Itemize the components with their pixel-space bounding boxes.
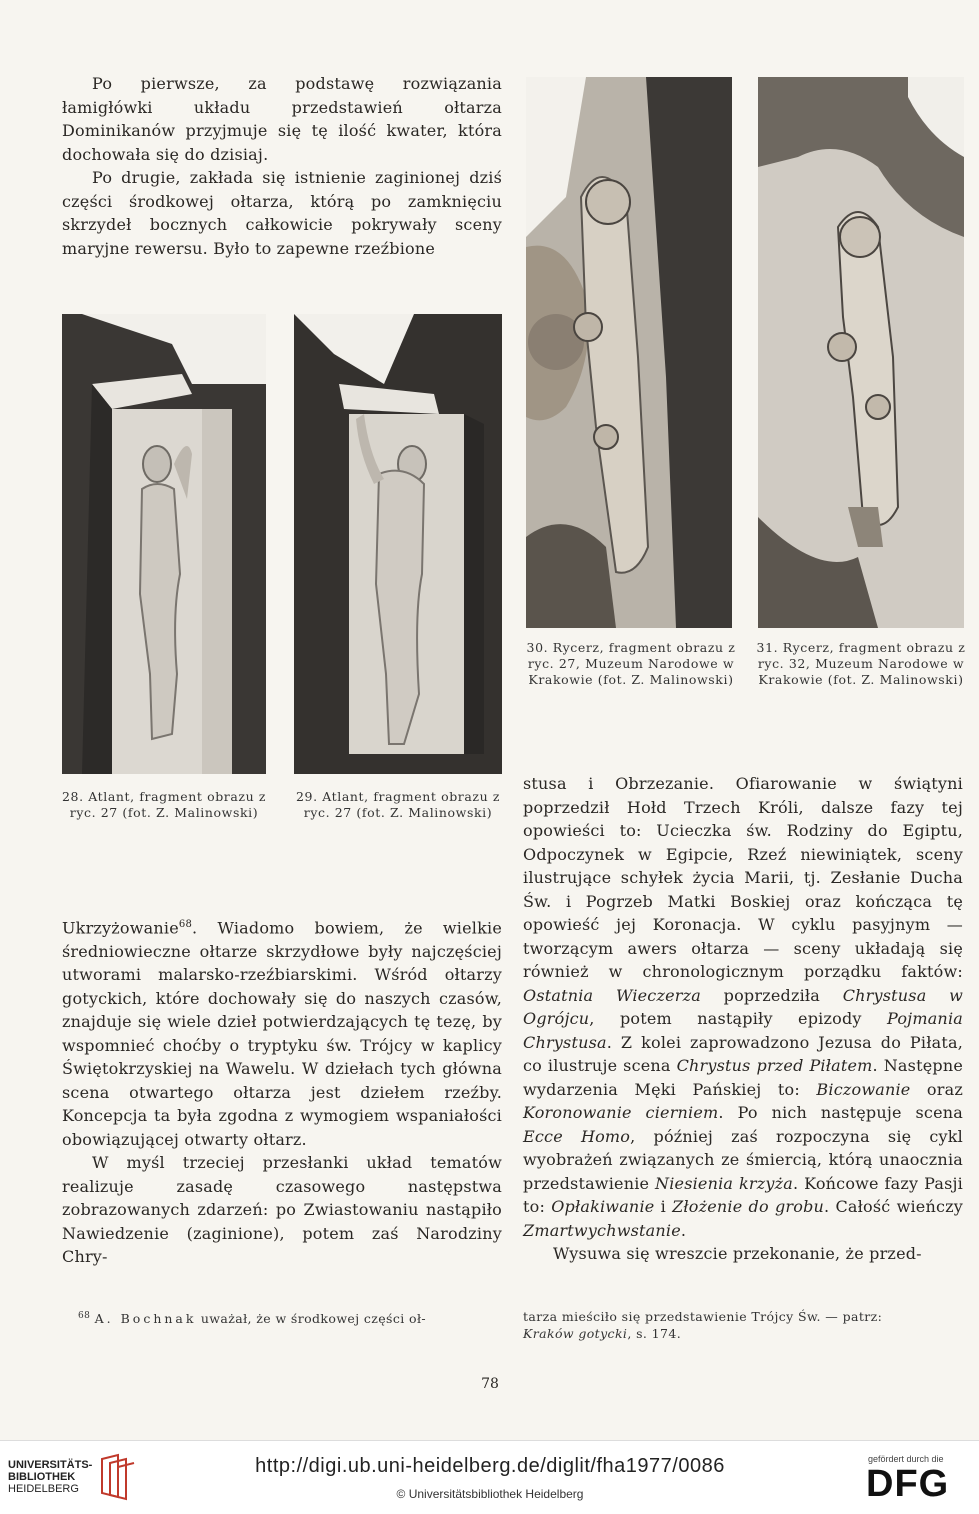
paragraph: Po drugie, zakłada się istnienie zaginionej dziś części środkowej ołtarza, którą po zamknięciu skrzydeł bocznych całkowicie pokrywały sceny maryjne rewersu. Było to zapewne rzeźbione	[62, 168, 502, 258]
source-url-link[interactable]: http://digi.ub.uni-heidelberg.de/diglit/fha1977/0086	[255, 1455, 725, 1477]
figure-28-caption: 28. Atlant, fragment obrazu z ryc. 27 (fot. Z. Malinowski)	[61, 789, 267, 820]
knight-painting-image	[526, 77, 732, 628]
bottom-left-text	[62, 913, 502, 1269]
page-number: 78	[481, 1376, 499, 1392]
atlas-sculpture-image	[62, 314, 266, 774]
atlas-sculpture-image	[294, 314, 502, 774]
paragraph: stusa i Obrzezanie. Ofiarowanie w świątyni poprzedził Hołd Trzech Króli, dalsze fazy tej opowieści to: Ucieczka św. Rodziny do Egiptu, Odpoczynek w Egipcie, Rzeź niewiniątek, sceny ilustrujące schyłek życia Marii, tj. Zesłanie Ducha Św. i Pogrzeb Matki Boskiej oraz kończąca tę opowieść jej Koronacja. W cyklu pasyjnym — tworzącym awers ołtarza — sceny układają się również w chronologicznym porządku faktów: Ostatnia Wieczerza poprzedziła Chrystusa w Ogrójcu, potem nastąpiły epizody Pojmania Chrystusa. Z kolei zaprowadzono Jezusa do Piłata, co ilustruje scena Chrystus przed Piłatem. Następne wydarzenia Męki Pańskiej to: Biczowanie oraz Koronowanie cierniem. Po nich następuje scena Ecce Homo, później zaś rozpoczyna się cykl wyobrażeń związanych ze śmiercią, którą unaocznia przedstawienie Niesienia krzyża. Końcowe fazy Pasji to: Opłakiwanie i Złożenie do grobu. Całość wieńczy Zmartwychwstanie.	[523, 774, 964, 1240]
figure-28-photo	[62, 314, 266, 774]
figure-31-caption: 31. Rycerz, fragment obrazu z ryc. 32, Muzeum Narodowe w Krakowie (fot. Z. Malinowski)	[756, 640, 966, 687]
top-left-text	[62, 72, 502, 260]
library-logo-icon	[98, 1453, 136, 1501]
paragraph: W myśl trzeciej przesłanki układ tematów realizuje zasadę czasowego następstwa zobrazowanych zdarzeń: po Zwiastowaniu nastąpiło Nawiedzenie (zaginione), potem zaś Narodziny Chry-	[62, 1153, 502, 1267]
paragraph: Ukrzyżowanie$^{68}$. Wiadomo bowiem, że wielkie średniowieczne ołtarze skrzydłowe były najczęściej utworami malarsko-rzeźbiarskimi. Wśród ołtarzy gotyckich, które dochowały się do naszych czasów, znajduje się wiele dzieł potwierdzających tę tezę, by wspomnieć choćby o tryptyku św. Trójcy w kaplicy Świętokrzyskiej na Wawelu. W dziełach tych główna scena otwartego ołtarza jest dziełem rzeźby. Koncepcja ta była zgodna z wymogiem wspaniałości obowiązującej otwarty ołtarz.	[62, 918, 502, 1149]
figure-30-caption: 30. Rycerz, fragment obrazu z ryc. 27, Muzeum Narodowe w Krakowie (fot. Z. Malinowski)	[526, 640, 736, 687]
dfg-logo: DFG	[866, 1463, 950, 1505]
figure-29-caption: 29. Atlant, fragment obrazu z ryc. 27 (fot. Z. Malinowski)	[295, 789, 501, 820]
figure-31-photo	[758, 77, 964, 628]
figure-29-photo	[294, 314, 502, 774]
footnote-right: tarza mieściło się przedstawienie Trójcy Św. — patrz: Kraków gotycki, s. 174.	[523, 1309, 883, 1341]
footer-bar	[0, 1440, 979, 1514]
copyright-notice: © Universitätsbibliothek Heidelberg	[396, 1487, 584, 1501]
knight-painting-image	[758, 77, 964, 628]
paragraph: Po pierwsze, za podstawę rozwiązania łamigłówki układu przedstawień ołtarza Dominikanów przyjmuje się tę ilość kwater, która dochowała się do dzisiaj.	[62, 74, 502, 164]
bottom-right-text	[523, 772, 963, 1266]
figure-30-photo	[526, 77, 732, 628]
footnote-ref: 68	[178, 919, 193, 930]
funding-note: gefördert durch die	[868, 1454, 944, 1464]
paragraph: Wysuwa się wreszcie przekonanie, że przed-	[553, 1244, 922, 1263]
footnote-left: $^{68}$ A. Bochnak uważał, że w środkowej części oł-	[78, 1311, 427, 1327]
library-logo-text: UNIVERSITÄTS- BIBLIOTHEK HEIDELBERG	[8, 1459, 93, 1495]
